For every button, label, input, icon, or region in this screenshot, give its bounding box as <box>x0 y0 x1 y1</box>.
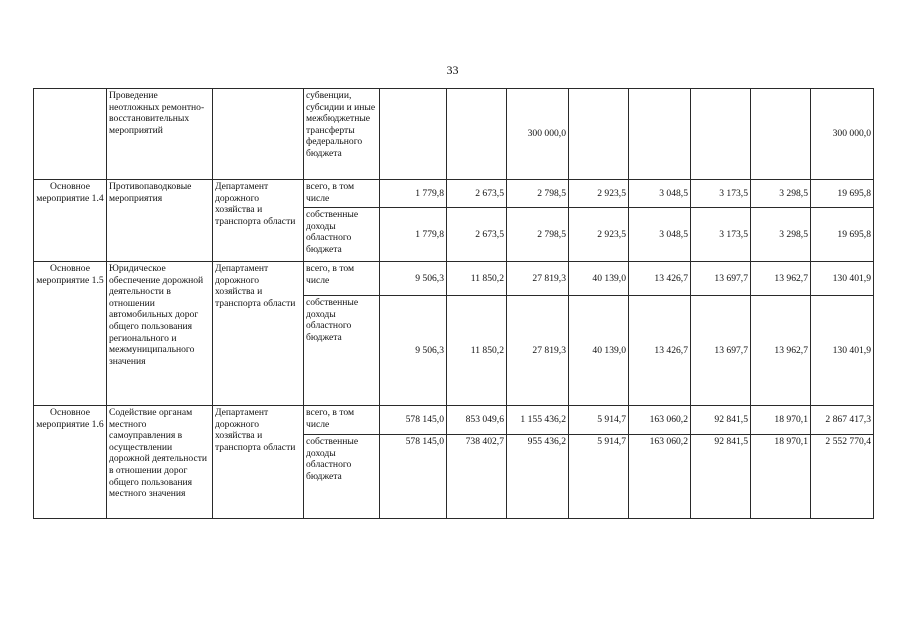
value-cell: 2 673,5 <box>447 208 507 262</box>
value-cell: 40 139,0 <box>569 262 629 296</box>
funding-source-cell: всего, в том числе <box>304 180 380 208</box>
value-cell <box>569 89 629 180</box>
measure-code-cell <box>34 89 107 180</box>
value-cell: 11 850,2 <box>447 262 507 296</box>
executor-cell: Департамент дорожного хозяйства и транспорта области <box>213 406 304 519</box>
value-cell: 18 970,1 <box>751 435 811 519</box>
value-cell: 163 060,2 <box>629 406 691 435</box>
value-cell: 955 436,2 <box>507 435 569 519</box>
measure-code-cell: Основное мероприятие 1.6 <box>34 406 107 519</box>
value-cell: 1 779,8 <box>380 208 447 262</box>
value-cell: 738 402,7 <box>447 435 507 519</box>
value-cell: 1 155 436,2 <box>507 406 569 435</box>
value-cell: 3 173,5 <box>691 208 751 262</box>
value-cell: 300 000,0 <box>507 89 569 180</box>
value-cell: 2 923,5 <box>569 180 629 208</box>
funding-source-cell: всего, в том числе <box>304 262 380 296</box>
measure-name-cell: Проведение неотложных ремонтно-восстановительных мероприятий <box>107 89 213 180</box>
value-cell: 163 060,2 <box>629 435 691 519</box>
value-cell: 5 914,7 <box>569 406 629 435</box>
value-cell: 27 819,3 <box>507 262 569 296</box>
value-cell: 130 401,9 <box>811 262 874 296</box>
funding-source-cell: собственные доходы областного бюджета <box>304 435 380 519</box>
table-row <box>34 262 874 296</box>
value-cell: 13 426,7 <box>629 296 691 406</box>
value-cell: 19 695,8 <box>811 180 874 208</box>
executor-cell: Департамент дорожного хозяйства и транспорта области <box>213 180 304 262</box>
value-cell: 9 506,3 <box>380 296 447 406</box>
measure-name-cell: Юридическое обеспечение дорожной деятельности в отношении автомобильных дорог общего пользования регионального и межмуниципального значения <box>107 262 213 406</box>
value-cell: 9 506,3 <box>380 262 447 296</box>
value-cell: 40 139,0 <box>569 296 629 406</box>
value-cell: 19 695,8 <box>811 208 874 262</box>
value-cell: 13 697,7 <box>691 262 751 296</box>
funding-source-cell: субвенции, субсидии и иные межбюджетные трансферты федерального бюджета <box>304 89 380 180</box>
value-cell: 853 049,6 <box>447 406 507 435</box>
value-cell <box>629 89 691 180</box>
value-cell: 2 867 417,3 <box>811 406 874 435</box>
table-row <box>34 89 874 180</box>
value-cell <box>380 89 447 180</box>
value-cell: 3 048,5 <box>629 208 691 262</box>
value-cell <box>447 89 507 180</box>
funding-source-cell: всего, в том числе <box>304 406 380 435</box>
value-cell: 5 914,7 <box>569 435 629 519</box>
value-cell: 3 048,5 <box>629 180 691 208</box>
funding-source-cell: собственные доходы областного бюджета <box>304 208 380 262</box>
value-cell: 300 000,0 <box>811 89 874 180</box>
table-row <box>34 406 874 435</box>
value-cell <box>751 89 811 180</box>
executor-cell <box>213 89 304 180</box>
value-cell: 578 145,0 <box>380 435 447 519</box>
value-cell: 2 923,5 <box>569 208 629 262</box>
value-cell: 18 970,1 <box>751 406 811 435</box>
table-row <box>34 180 874 208</box>
value-cell: 92 841,5 <box>691 406 751 435</box>
budget-table <box>33 88 874 519</box>
value-cell: 13 426,7 <box>629 262 691 296</box>
value-cell: 27 819,3 <box>507 296 569 406</box>
value-cell: 11 850,2 <box>447 296 507 406</box>
value-cell: 13 962,7 <box>751 296 811 406</box>
measure-name-cell: Противопаводковые мероприятия <box>107 180 213 262</box>
value-cell: 578 145,0 <box>380 406 447 435</box>
executor-cell: Департамент дорожного хозяйства и транспорта области <box>213 262 304 406</box>
value-cell: 92 841,5 <box>691 435 751 519</box>
value-cell: 2 552 770,4 <box>811 435 874 519</box>
value-cell <box>691 89 751 180</box>
value-cell: 3 298,5 <box>751 180 811 208</box>
value-cell: 3 298,5 <box>751 208 811 262</box>
measure-code-cell: Основное мероприятие 1.4 <box>34 180 107 262</box>
value-cell: 13 697,7 <box>691 296 751 406</box>
value-cell: 1 779,8 <box>380 180 447 208</box>
measure-name-cell: Содействие органам местного самоуправления в осуществлении дорожной деятельности в отношении дорог общего пользования местного значения <box>107 406 213 519</box>
value-cell: 3 173,5 <box>691 180 751 208</box>
value-cell: 2 673,5 <box>447 180 507 208</box>
value-cell: 2 798,5 <box>507 208 569 262</box>
value-cell: 13 962,7 <box>751 262 811 296</box>
funding-source-cell: собственные доходы областного бюджета <box>304 296 380 406</box>
value-cell: 130 401,9 <box>811 296 874 406</box>
value-cell: 2 798,5 <box>507 180 569 208</box>
measure-code-cell: Основное мероприятие 1.5 <box>34 262 107 406</box>
page-number: 33 <box>446 63 459 77</box>
